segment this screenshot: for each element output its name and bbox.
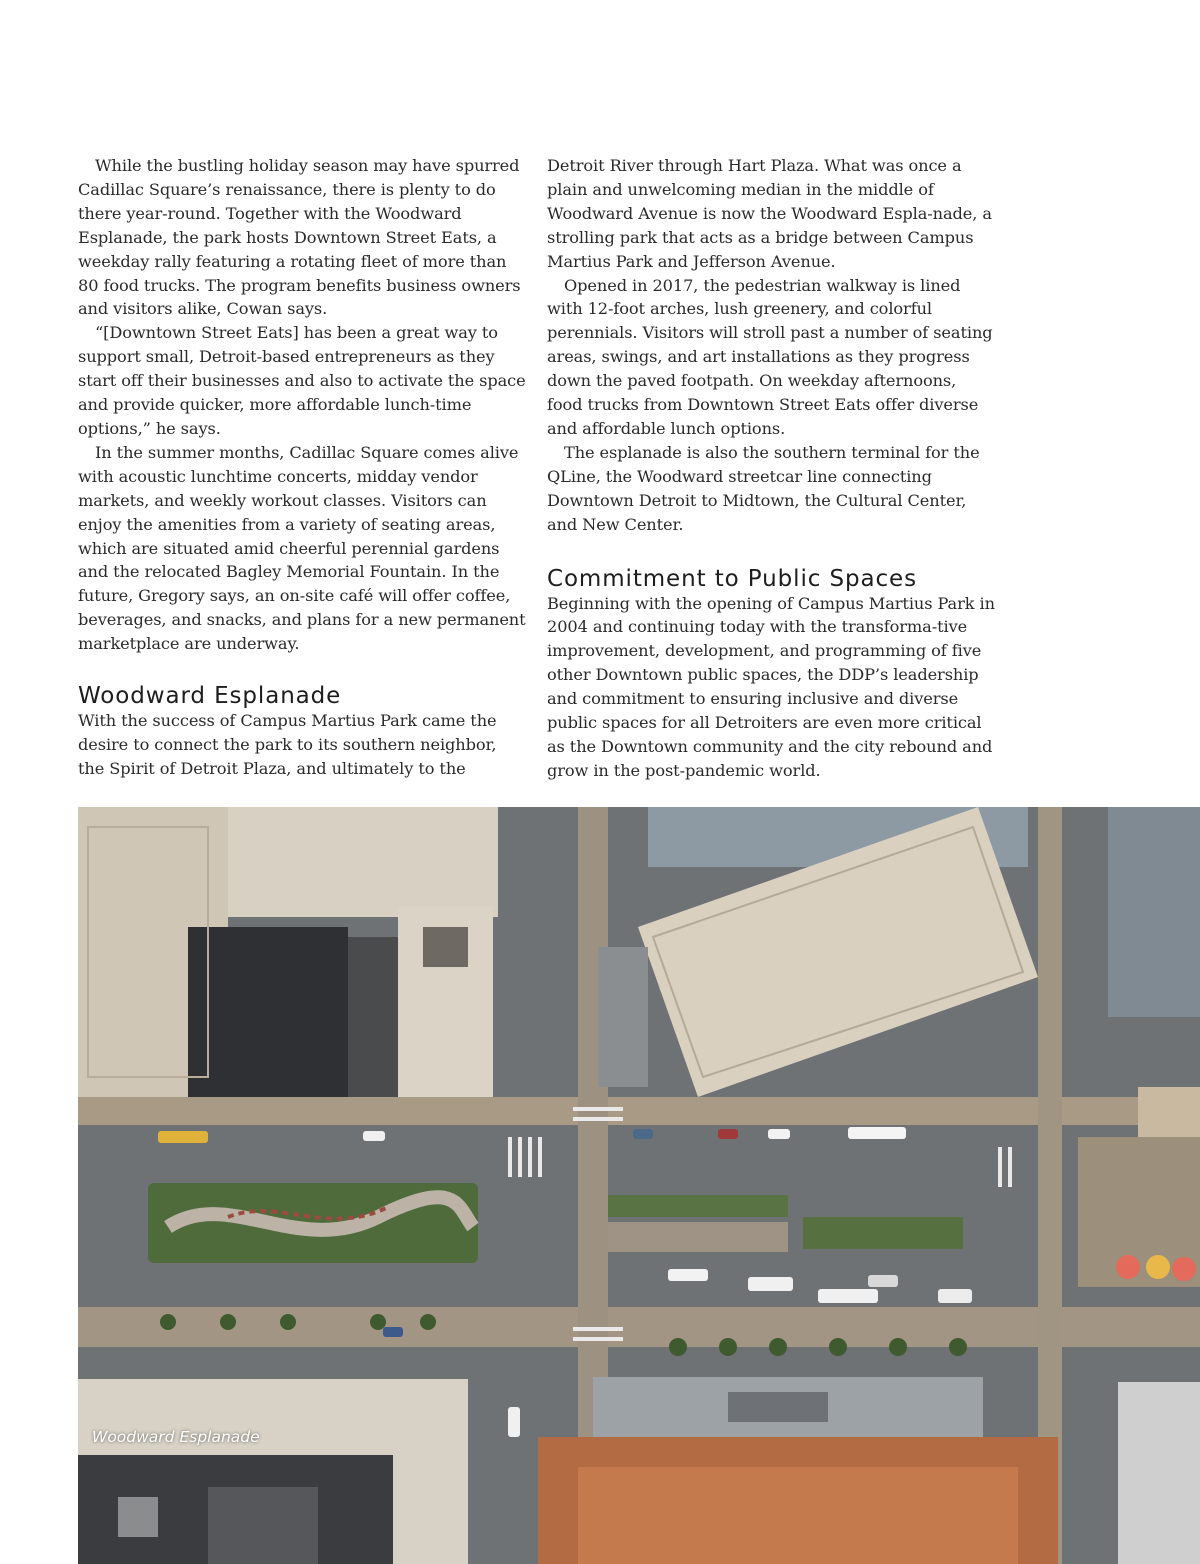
- paragraph: In the summer months, Cadillac Square comes alive with acoustic lunchtime concerts, midday vendor markets, and weekly workout classes. Visitors can enjoy the amenities from a variety of seating areas, which are situated amid cheerful perennial gardens and the relocated Bagley Memorial Fountain. In the future, Gregory says, an on-site café will offer coffee, beverages, and snacks, and plans for a new permanent marketplace are underway.: [78, 442, 526, 654]
- left-column: [78, 154, 526, 781]
- paragraph: Beginning with the opening of Campus Martius Park in 2004 and continuing today with the transforma-tive improvement, development, and programming of five other Downtown public spaces, the DDP’s leadership and commitment to ensuring inclusive and diverse public spaces for all Detroiters are even more critical as the Downtown community and the city rebound and grow in the post-pandemic world.: [547, 593, 995, 780]
- aerial-photo: [78, 807, 1200, 1564]
- section-heading-commitment: Commitment to Public Spaces: [547, 565, 917, 592]
- paragraph: The esplanade is also the southern terminal for the QLine, the Woodward streetcar line connecting Downtown Detroit to Midtown, the Cultural Center, and New Center.: [547, 442, 980, 534]
- paragraph: Opened in 2017, the pedestrian walkway is lined with 12-foot arches, lush greenery, and colorful perennials. Visitors will stroll past a number of seating areas, swings, and art installations as they progress down the paved footpath. On weekday afternoons, food trucks from Downtown Street Eats offer diverse and affordable lunch options.: [547, 275, 993, 438]
- aerial-photo-illustration: [78, 807, 1200, 1564]
- paragraph: With the success of Campus Martius Park came the desire to connect the park to its southern neighbor, the Spirit of Detroit Plaza, and ultimately to the: [78, 711, 497, 778]
- right-column: [547, 154, 995, 783]
- section-heading-woodward-esplanade: Woodward Esplanade: [78, 683, 342, 710]
- paragraph: Detroit River through Hart Plaza. What was once a plain and unwelcoming median in the middle of Woodward Avenue is now the Woodward Espla-nade, a strolling park that acts as a bridge between Campus Martius Park and Jefferson Avenue.: [547, 156, 992, 271]
- photo-caption: Woodward Esplanade: [92, 1428, 260, 1446]
- paragraph: While the bustling holiday season may have spurred Cadillac Square’s renaissance, there is plenty to do there year-round. Together with the Woodward Esplanade, the park hosts Downtown Street Eats, a weekday rally featuring a rotating fleet of more than 80 food trucks. The program benefits business owners and visitors alike, Cowan says.: [78, 156, 521, 319]
- paragraph: “[Downtown Street Eats] has been a great way to support small, Detroit-based entrepreneurs as they start off their businesses and also to activate the space and provide quicker, more affordable lunch-time options,” he says.: [78, 323, 526, 438]
